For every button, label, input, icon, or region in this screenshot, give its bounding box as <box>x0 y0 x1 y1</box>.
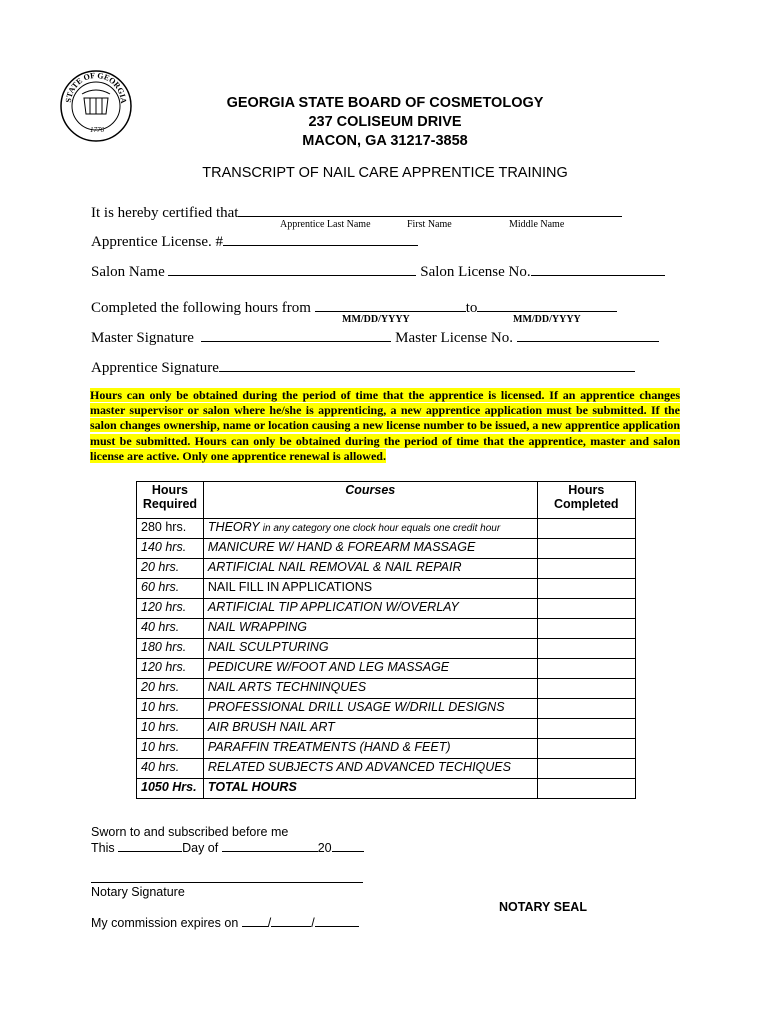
hours-completed-field[interactable] <box>537 699 635 719</box>
board-name: GEORGIA STATE BOARD OF COSMETOLOGY <box>226 95 544 111</box>
hours-required-cell: 280 hrs. <box>137 519 204 539</box>
licensing-notice <box>90 388 680 464</box>
hours-required-cell: 120 hrs. <box>137 659 204 679</box>
document-title: TRANSCRIPT OF NAIL CARE APPRENTICE TRAINING <box>202 165 568 181</box>
salon-name-field[interactable] <box>168 261 416 276</box>
course-cell: NAIL SCULPTURING <box>203 639 537 659</box>
board-street: 237 COLISEUM DRIVE <box>308 114 462 130</box>
total-hours-cell: 1050 Hrs. <box>137 779 204 799</box>
course-cell: NAIL FILL IN APPLICATIONS <box>203 579 537 599</box>
table-row <box>137 679 636 699</box>
course-cell: PEDICURE W/FOOT AND LEG MASSAGE <box>203 659 537 679</box>
year-prefix: 20 <box>317 841 332 855</box>
hours-required-cell: 20 hrs. <box>137 559 204 579</box>
course-cell: ARTIFICIAL NAIL REMOVAL & NAIL REPAIR <box>203 559 537 579</box>
course-cell <box>203 519 537 539</box>
sworn-date-row <box>91 840 364 855</box>
course-cell: NAIL WRAPPING <box>203 619 537 639</box>
this-label: This <box>91 841 115 855</box>
commission-month-field[interactable] <box>242 915 268 927</box>
notary-signature-field[interactable] <box>91 882 363 883</box>
certified-label: It is hereby certified that <box>91 205 239 221</box>
master-row <box>91 327 659 347</box>
total-row <box>137 779 636 799</box>
hours-completed-field[interactable] <box>537 619 635 639</box>
total-completed-field[interactable] <box>537 779 635 799</box>
notary-signature-label: Notary Signature <box>91 885 185 899</box>
date-slash: / <box>311 916 315 930</box>
day-of-label: Day of <box>182 841 219 855</box>
table-row <box>137 639 636 659</box>
hours-required-cell: 10 hrs. <box>137 699 204 719</box>
day-field[interactable] <box>118 840 182 852</box>
licensing-notice-text: Hours can only be obtained during the period of time that the apprentice is licensed. If an apprentice changes master supervisor or salon where he/she is apprenticing, a new apprentice application must be submitted. If the salon changes ownership, name or location causing a new license number to be issued, a new apprentice application must be submitted. Hours can only be obtained during the period of time that the apprentice, master and salon license are active. Only one apprentice renewal is allowed. <box>90 388 680 463</box>
end-date-field[interactable] <box>477 297 617 312</box>
middle-name-caption: Middle Name <box>509 219 565 230</box>
table-row <box>137 579 636 599</box>
table-row <box>137 599 636 619</box>
apprentice-signature-field[interactable] <box>219 357 635 372</box>
table-row <box>137 619 636 639</box>
hours-required-cell: 140 hrs. <box>137 539 204 559</box>
apprentice-signature-row <box>91 357 635 377</box>
course-cell: AIR BRUSH NAIL ART <box>203 719 537 739</box>
courses-header: Courses <box>203 482 537 519</box>
table-row <box>137 759 636 779</box>
master-signature-label: Master Signature <box>91 330 194 346</box>
hours-completed-field[interactable] <box>537 519 635 539</box>
hours-required-cell: 10 hrs. <box>137 739 204 759</box>
hours-required-cell: 40 hrs. <box>137 759 204 779</box>
hours-completed-field[interactable] <box>537 539 635 559</box>
board-city: MACON, GA 31217-3858 <box>302 133 468 149</box>
master-license-field[interactable] <box>517 327 659 342</box>
hours-required-cell: 60 hrs. <box>137 579 204 599</box>
course-cell: NAIL ARTS TECHNINQUES <box>203 679 537 699</box>
total-label-cell: TOTAL HOURS <box>203 779 537 799</box>
apprentice-signature-label: Apprentice Signature <box>91 360 219 376</box>
hours-required-cell: 120 hrs. <box>137 599 204 619</box>
master-signature-field[interactable] <box>201 327 391 342</box>
apprentice-name-field[interactable] <box>238 202 622 217</box>
sworn-statement: Sworn to and subscribed before me <box>91 825 289 839</box>
salon-name-label: Salon Name <box>91 264 165 280</box>
salon-license-field[interactable] <box>531 261 665 276</box>
commission-label: My commission expires on <box>91 916 239 930</box>
hours-completed-field[interactable] <box>537 659 635 679</box>
table-row <box>137 659 636 679</box>
commission-year-field[interactable] <box>315 915 359 927</box>
table-row <box>137 519 636 539</box>
completed-label: Completed the following hours from <box>91 300 311 316</box>
hours-completed-field[interactable] <box>537 719 635 739</box>
to-label: to <box>465 300 478 316</box>
date-slash: / <box>267 916 272 930</box>
hours-completed-header: Hours Completed <box>537 482 635 519</box>
svg-text:STATE OF GEORGIA: STATE OF GEORGIA <box>63 70 129 104</box>
course-cell: PROFESSIONAL DRILL USAGE W/DRILL DESIGNS <box>203 699 537 719</box>
table-header-row <box>137 482 636 519</box>
svg-text:1776: 1776 <box>90 126 104 134</box>
course-cell: MANICURE W/ HAND & FOREARM MASSAGE <box>203 539 537 559</box>
start-date-format: MM/DD/YYYY <box>342 314 410 325</box>
table-row <box>137 739 636 759</box>
master-license-label: Master License No. <box>395 330 514 346</box>
hours-required-cell: 40 hrs. <box>137 619 204 639</box>
month-field[interactable] <box>222 840 318 852</box>
license-row <box>91 231 418 251</box>
apprentice-license-field[interactable] <box>223 231 418 246</box>
hours-completed-field[interactable] <box>537 679 635 699</box>
hours-completed-field[interactable] <box>537 579 635 599</box>
courses-table <box>136 481 636 799</box>
start-date-field[interactable] <box>315 297 466 312</box>
course-cell: ARTIFICIAL TIP APPLICATION W/OVERLAY <box>203 599 537 619</box>
theory-note: in any category one clock hour equals one credit hour <box>262 523 501 534</box>
hours-completed-field[interactable] <box>537 639 635 659</box>
table-row <box>137 539 636 559</box>
hours-completed-field[interactable] <box>537 759 635 779</box>
course-cell: PARAFFIN TREATMENTS (HAND & FEET) <box>203 739 537 759</box>
notary-seal-label: NOTARY SEAL <box>499 900 587 914</box>
commission-day-field[interactable] <box>271 915 311 927</box>
end-date-format: MM/DD/YYYY <box>513 314 581 325</box>
hours-required-cell: 20 hrs. <box>137 679 204 699</box>
salon-license-label: Salon License No. <box>420 264 531 280</box>
hours-completed-field[interactable] <box>537 559 635 579</box>
hours-required-cell: 10 hrs. <box>137 719 204 739</box>
hours-completed-field[interactable] <box>537 739 635 759</box>
table-row <box>137 559 636 579</box>
salon-row <box>91 261 665 281</box>
year-field[interactable] <box>332 840 364 852</box>
hours-completed-field[interactable] <box>537 599 635 619</box>
last-name-caption: Apprentice Last Name <box>280 219 371 230</box>
apprentice-license-label: Apprentice License. # <box>91 234 224 250</box>
course-cell: RELATED SUBJECTS AND ADVANCED TECHIQUES <box>203 759 537 779</box>
hours-required-header: Hours Required <box>137 482 204 519</box>
table-row <box>137 719 636 739</box>
hours-required-cell: 180 hrs. <box>137 639 204 659</box>
first-name-caption: First Name <box>407 219 452 230</box>
commission-row <box>91 915 359 930</box>
table-row <box>137 699 636 719</box>
course-rows <box>137 539 636 779</box>
theory-course-name: THEORY <box>207 520 260 534</box>
letterhead <box>0 94 770 151</box>
